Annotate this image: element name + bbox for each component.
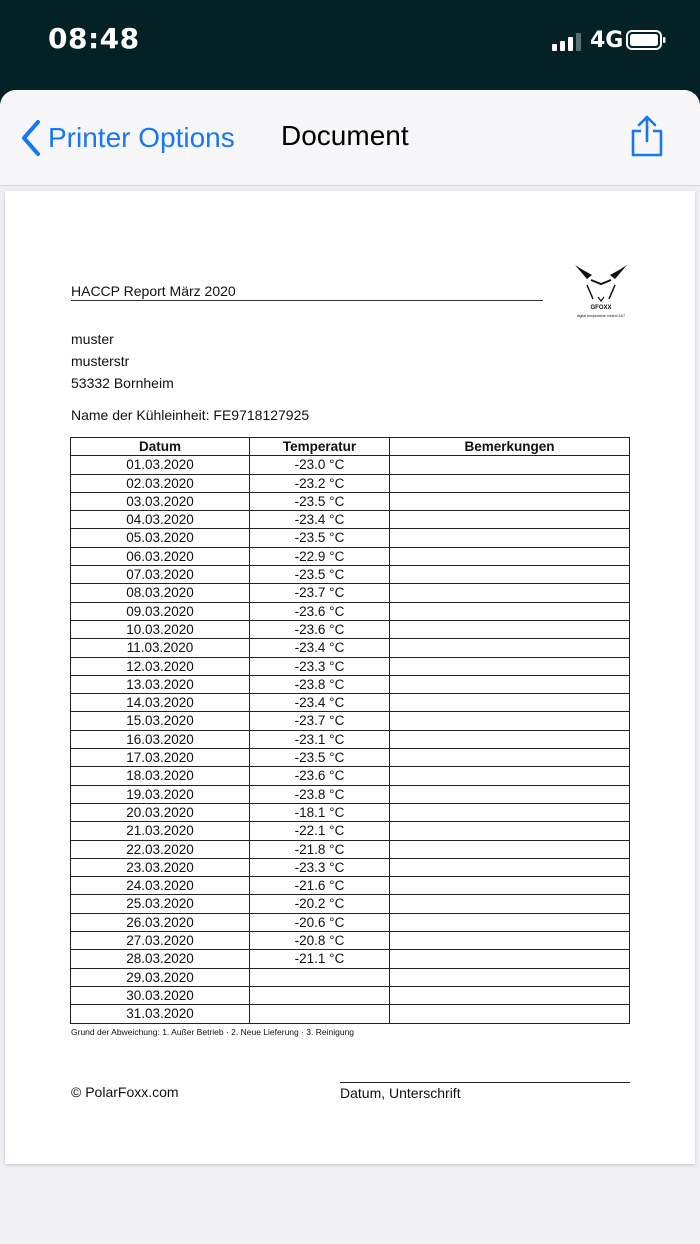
back-button-label: Printer Options xyxy=(48,122,235,153)
page-title: Document xyxy=(281,120,409,151)
cell-date: 31.03.2020 xyxy=(71,1005,250,1023)
cell-temperature: -23.8 °C xyxy=(250,785,390,803)
cell-remarks xyxy=(390,529,630,547)
battery-icon xyxy=(626,30,666,50)
cell-date: 11.03.2020 xyxy=(71,639,250,657)
cell-remarks xyxy=(390,730,630,748)
column-header-temperature: Temperatur xyxy=(250,438,390,456)
column-header-date: Datum xyxy=(71,438,250,456)
table-row xyxy=(71,694,630,712)
cell-temperature: -23.6 °C xyxy=(250,602,390,620)
cell-date: 28.03.2020 xyxy=(71,950,250,968)
cell-temperature: -23.4 °C xyxy=(250,511,390,529)
table-row xyxy=(71,767,630,785)
table-row xyxy=(71,895,630,913)
cell-temperature: -20.8 °C xyxy=(250,932,390,950)
cell-date: 29.03.2020 xyxy=(71,968,250,986)
cell-remarks xyxy=(390,694,630,712)
cell-remarks xyxy=(390,474,630,492)
cell-date: 08.03.2020 xyxy=(71,584,250,602)
cell-temperature: -23.5 °C xyxy=(250,566,390,584)
signature-label: Datum, Unterschrift xyxy=(340,1085,461,1101)
table-row xyxy=(71,986,630,1004)
table-row xyxy=(71,529,630,547)
document-sheet xyxy=(0,90,700,1244)
deviation-legend: Grund der Abweichung: 1. Außer Betrieb · 2. Neue Lieferung · 3. Reinigung xyxy=(71,1027,355,1037)
table-row xyxy=(71,1005,630,1023)
cell-temperature xyxy=(250,1005,390,1023)
cell-temperature xyxy=(250,986,390,1004)
cell-remarks xyxy=(390,803,630,821)
cell-temperature: -22.1 °C xyxy=(250,822,390,840)
table-row xyxy=(71,858,630,876)
cell-date: 09.03.2020 xyxy=(71,602,250,620)
cell-remarks xyxy=(390,492,630,510)
cell-temperature: -23.4 °C xyxy=(250,694,390,712)
table-row xyxy=(71,474,630,492)
cell-remarks xyxy=(390,620,630,638)
cell-date: 04.03.2020 xyxy=(71,511,250,529)
back-button[interactable] xyxy=(20,118,235,158)
table-row xyxy=(71,932,630,950)
cell-remarks xyxy=(390,566,630,584)
network-type: 4G xyxy=(590,28,624,53)
status-time: 08:48 xyxy=(48,22,140,55)
cell-date: 13.03.2020 xyxy=(71,675,250,693)
cell-remarks xyxy=(390,968,630,986)
address-street: musterstr xyxy=(71,353,130,369)
cell-remarks xyxy=(390,785,630,803)
cell-remarks xyxy=(390,877,630,895)
cell-date: 10.03.2020 xyxy=(71,620,250,638)
haccp-report xyxy=(5,191,695,1164)
cell-remarks xyxy=(390,1005,630,1023)
column-header-remarks: Bemerkungen xyxy=(390,438,630,456)
cell-date: 19.03.2020 xyxy=(71,785,250,803)
cell-temperature: -21.6 °C xyxy=(250,877,390,895)
cell-date: 22.03.2020 xyxy=(71,840,250,858)
cell-temperature: -21.1 °C xyxy=(250,950,390,968)
cell-remarks xyxy=(390,913,630,931)
cell-remarks xyxy=(390,657,630,675)
cell-date: 12.03.2020 xyxy=(71,657,250,675)
cell-date: 15.03.2020 xyxy=(71,712,250,730)
cell-temperature: -23.2 °C xyxy=(250,474,390,492)
table-row xyxy=(71,657,630,675)
cell-date: 30.03.2020 xyxy=(71,986,250,1004)
cell-remarks xyxy=(390,822,630,840)
cell-temperature: -23.5 °C xyxy=(250,749,390,767)
cell-temperature: -22.9 °C xyxy=(250,547,390,565)
cell-remarks xyxy=(390,639,630,657)
table-row xyxy=(71,913,630,931)
cell-date: 18.03.2020 xyxy=(71,767,250,785)
cell-date: 24.03.2020 xyxy=(71,877,250,895)
table-row xyxy=(71,620,630,638)
cell-temperature: -23.5 °C xyxy=(250,529,390,547)
cell-date: 26.03.2020 xyxy=(71,913,250,931)
cell-temperature: -23.6 °C xyxy=(250,620,390,638)
cell-temperature: -23.6 °C xyxy=(250,767,390,785)
logo-tagline: digital temperature control 24/7 xyxy=(576,314,626,318)
cell-date: 20.03.2020 xyxy=(71,803,250,821)
table-row xyxy=(71,456,630,474)
table-row xyxy=(71,547,630,565)
cell-temperature: -23.3 °C xyxy=(250,858,390,876)
cell-temperature xyxy=(250,968,390,986)
cell-date: 27.03.2020 xyxy=(71,932,250,950)
cell-remarks xyxy=(390,950,630,968)
table-row xyxy=(71,639,630,657)
address-name: muster xyxy=(71,331,114,347)
address-city: 53332 Bornheim xyxy=(71,375,174,391)
document-page xyxy=(5,191,695,1164)
cell-temperature: -23.5 °C xyxy=(250,492,390,510)
table-row xyxy=(71,785,630,803)
cell-remarks xyxy=(390,584,630,602)
table-row xyxy=(71,492,630,510)
table-row xyxy=(71,730,630,748)
cell-date: 05.03.2020 xyxy=(71,529,250,547)
table-row xyxy=(71,712,630,730)
navigation-bar xyxy=(0,90,700,186)
cell-temperature: -23.4 °C xyxy=(250,639,390,657)
cell-date: 02.03.2020 xyxy=(71,474,250,492)
cell-temperature: -23.7 °C xyxy=(250,584,390,602)
cell-remarks xyxy=(390,895,630,913)
table-row xyxy=(71,968,630,986)
status-bar xyxy=(0,0,700,90)
table-row xyxy=(71,803,630,821)
share-icon[interactable] xyxy=(627,114,667,158)
table-row xyxy=(71,749,630,767)
table-row xyxy=(71,566,630,584)
cell-remarks xyxy=(390,986,630,1004)
cell-date: 23.03.2020 xyxy=(71,858,250,876)
table-row xyxy=(71,877,630,895)
cellular-signal-icon xyxy=(552,33,582,51)
cell-date: 21.03.2020 xyxy=(71,822,250,840)
table-row xyxy=(71,675,630,693)
cell-temperature: -20.6 °C xyxy=(250,913,390,931)
table-row xyxy=(71,950,630,968)
table-row xyxy=(71,602,630,620)
cell-remarks xyxy=(390,712,630,730)
cell-temperature: -20.2 °C xyxy=(250,895,390,913)
cell-date: 16.03.2020 xyxy=(71,730,250,748)
cell-remarks xyxy=(390,456,630,474)
table-row xyxy=(71,584,630,602)
cell-temperature: -23.0 °C xyxy=(250,456,390,474)
cell-date: 14.03.2020 xyxy=(71,694,250,712)
cell-date: 01.03.2020 xyxy=(71,456,250,474)
cell-temperature: -21.8 °C xyxy=(250,840,390,858)
table-row xyxy=(71,822,630,840)
cell-temperature: -23.1 °C xyxy=(250,730,390,748)
cell-remarks xyxy=(390,767,630,785)
cell-remarks xyxy=(390,858,630,876)
temperature-log-table xyxy=(70,437,630,1024)
cell-remarks xyxy=(390,511,630,529)
cell-remarks xyxy=(390,932,630,950)
signature-line xyxy=(340,1082,630,1083)
cooling-unit-name: Name der Kühleinheit: FE9718127925 xyxy=(71,407,310,423)
cell-remarks xyxy=(390,840,630,858)
fox-logo-icon xyxy=(561,261,641,305)
cell-date: 06.03.2020 xyxy=(71,547,250,565)
cell-date: 17.03.2020 xyxy=(71,749,250,767)
table-body xyxy=(71,456,630,1023)
gfoxx-logo xyxy=(561,261,641,323)
table-row xyxy=(71,511,630,529)
copyright-text: © PolarFoxx.com xyxy=(71,1084,179,1100)
table-header-row xyxy=(71,438,630,456)
cell-temperature: -23.8 °C xyxy=(250,675,390,693)
report-title: HACCP Report März 2020 xyxy=(71,283,543,301)
cell-date: 07.03.2020 xyxy=(71,566,250,584)
cell-remarks xyxy=(390,749,630,767)
cell-date: 03.03.2020 xyxy=(71,492,250,510)
logo-brand-text: GFOXX xyxy=(590,305,612,311)
cell-temperature: -23.7 °C xyxy=(250,712,390,730)
chevron-left-icon xyxy=(20,119,42,157)
cell-remarks xyxy=(390,547,630,565)
cell-date: 25.03.2020 xyxy=(71,895,250,913)
cell-remarks xyxy=(390,602,630,620)
cell-temperature: -23.3 °C xyxy=(250,657,390,675)
cell-temperature: -18.1 °C xyxy=(250,803,390,821)
table-row xyxy=(71,840,630,858)
cell-remarks xyxy=(390,675,630,693)
